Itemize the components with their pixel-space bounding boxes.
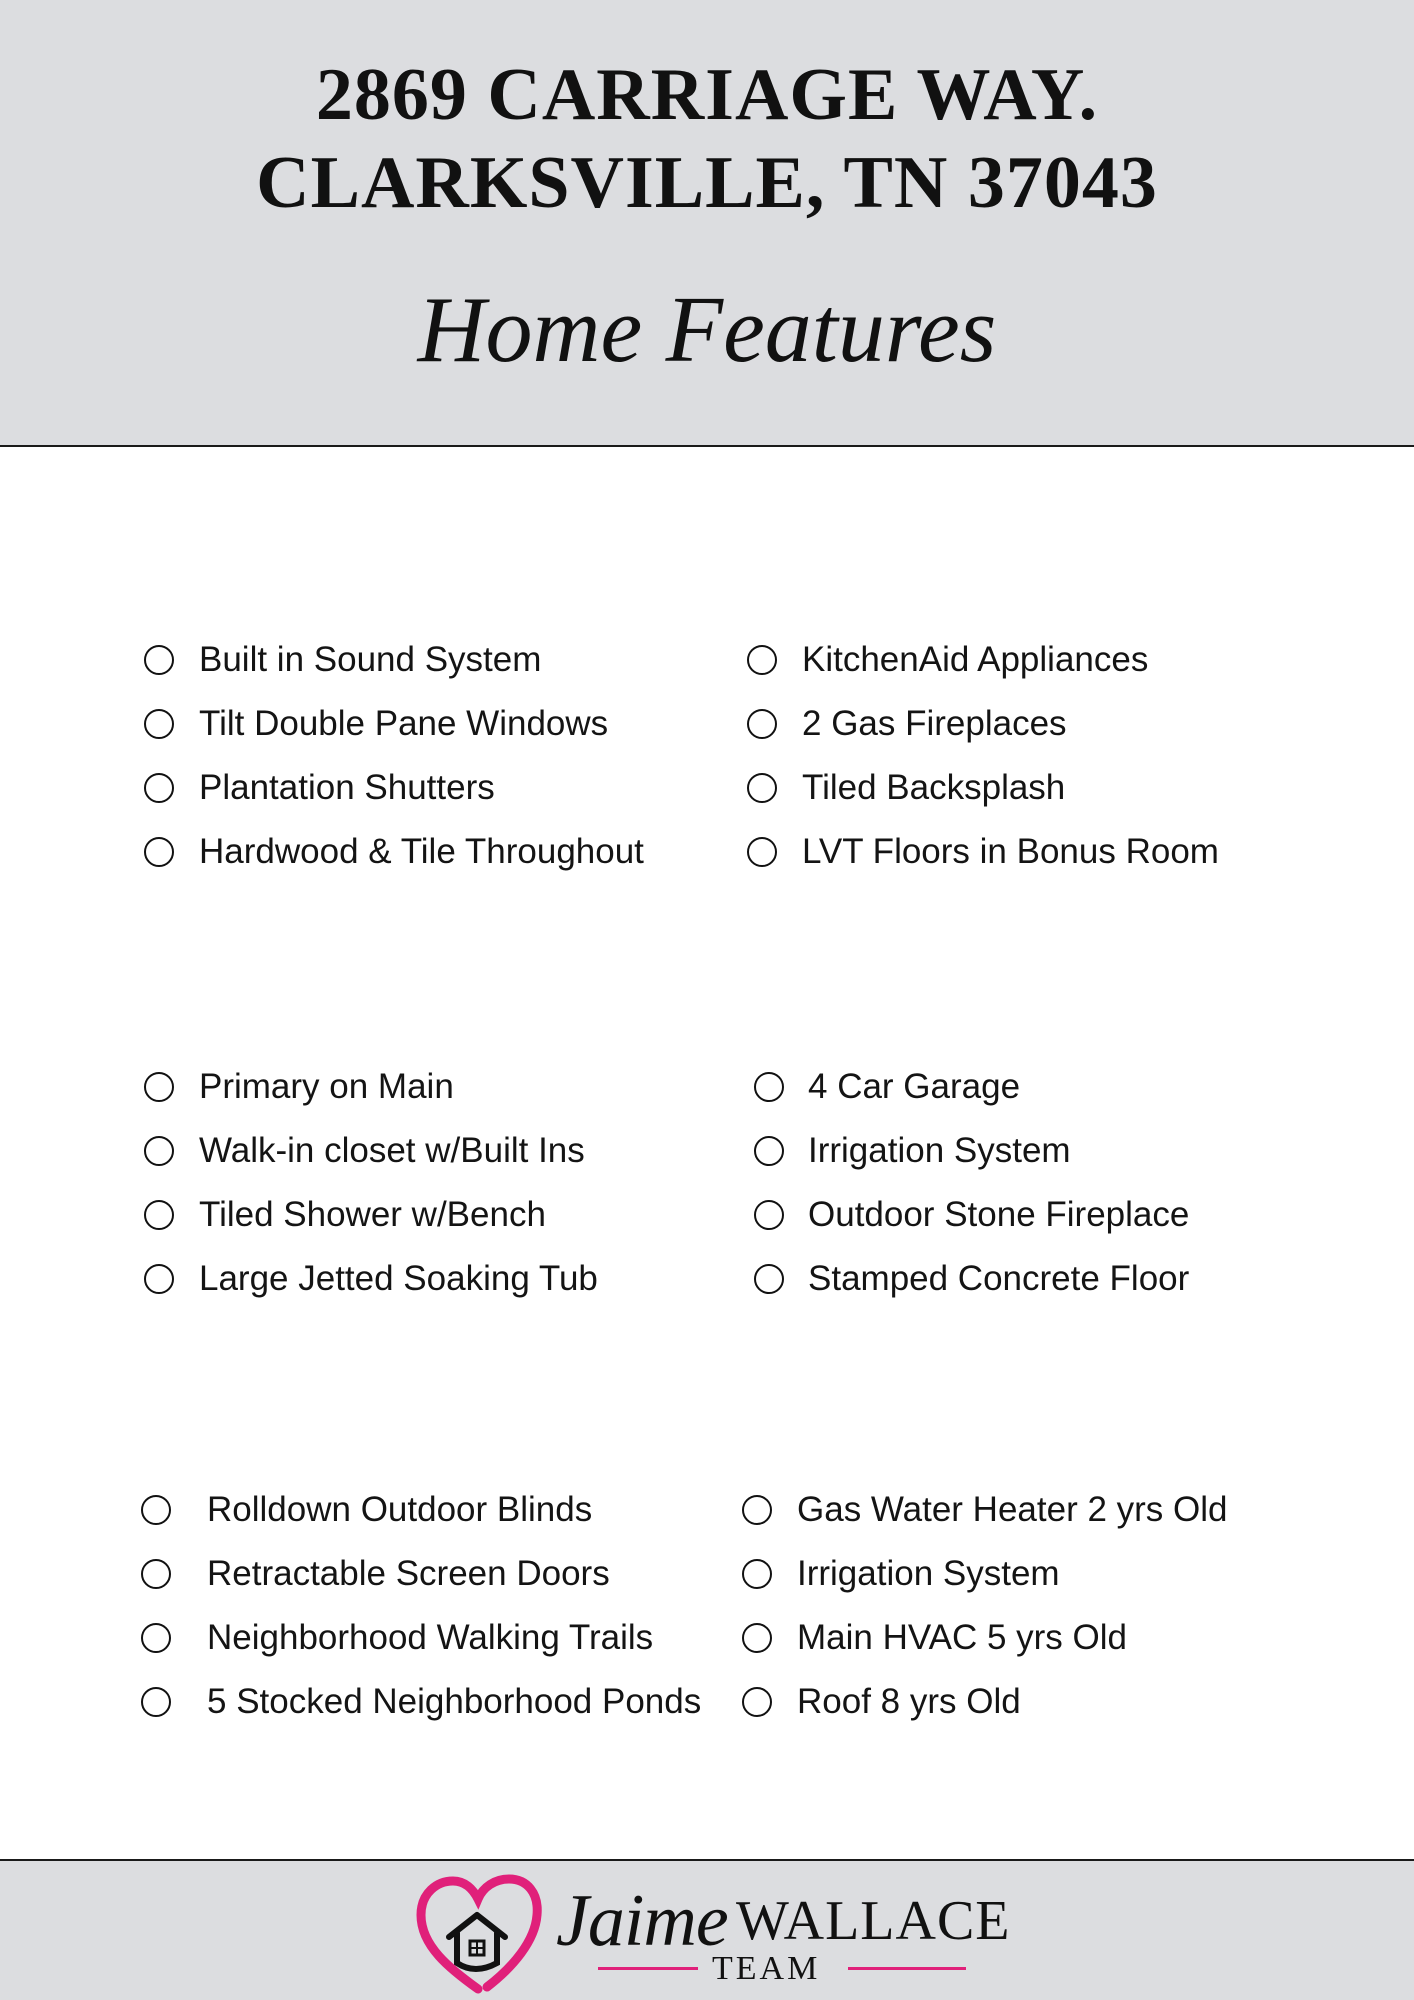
feature-item [747,704,1067,744]
feature-item [144,832,644,872]
feature-item [144,768,495,808]
feature-item [742,1682,1021,1722]
address-line-2: CLARKSVILLE, TN 37043 [256,142,1158,224]
feature-label: Plantation Shutters [199,768,495,807]
checkbox-circle-icon [742,1623,772,1653]
feature-item [141,1682,701,1722]
feature-item [754,1259,1189,1299]
feature-item [742,1490,1228,1530]
feature-label: 2 Gas Fireplaces [802,704,1067,743]
feature-label: KitchenAid Appliances [802,640,1149,679]
feature-label: Large Jetted Soaking Tub [199,1259,598,1298]
feature-item [144,1131,585,1171]
logo-rule-right [848,1967,966,1970]
header-banner [0,0,1414,447]
checkbox-circle-icon [144,773,174,803]
feature-label: Hardwood & Tile Throughout [199,832,644,871]
feature-item [144,1195,546,1235]
feature-label: Stamped Concrete Floor [808,1259,1190,1298]
logo-script-name: Jaime [556,1880,728,1962]
feature-label: Retractable Screen Doors [207,1554,610,1593]
feature-label: Irrigation System [797,1554,1060,1593]
feature-label: Rolldown Outdoor Blinds [207,1490,593,1529]
feature-label: Main HVAC 5 yrs Old [797,1618,1127,1657]
feature-item [144,704,608,744]
feature-item [144,1259,598,1299]
feature-item [141,1618,653,1658]
checkbox-circle-icon [141,1495,171,1525]
feature-label: Irrigation System [808,1131,1071,1170]
feature-item [754,1195,1189,1235]
feature-item [144,640,541,680]
feature-item [141,1554,610,1594]
feature-item [747,768,1065,808]
checkbox-circle-icon [144,645,174,675]
checkbox-circle-icon [742,1495,772,1525]
feature-label: Tilt Double Pane Windows [199,704,609,743]
checkbox-circle-icon [747,645,777,675]
checkbox-circle-icon [754,1264,784,1294]
feature-label: Tiled Shower w/Bench [199,1195,546,1234]
checkbox-circle-icon [754,1200,784,1230]
address-line-1: 2869 CARRIAGE WAY. [315,54,1099,136]
logo-team: TEAM [712,1950,821,1987]
feature-label: Built in Sound System [199,640,542,679]
checkbox-circle-icon [144,709,174,739]
checkbox-circle-icon [141,1623,171,1653]
checkbox-circle-icon [754,1136,784,1166]
checkbox-circle-icon [747,837,777,867]
page-title: Home Features [417,278,997,382]
footer-banner [0,1859,1414,2000]
heart-house-logo-icon [415,1871,545,1996]
feature-item [742,1554,1060,1594]
feature-item [754,1067,1020,1107]
checkbox-circle-icon [144,1136,174,1166]
feature-label: Gas Water Heater 2 yrs Old [797,1490,1228,1529]
checkbox-circle-icon [141,1687,171,1717]
feature-item [747,832,1219,872]
checkbox-circle-icon [144,837,174,867]
feature-item [141,1490,592,1530]
feature-label: Outdoor Stone Fireplace [808,1195,1190,1234]
feature-label: Roof 8 yrs Old [797,1682,1021,1721]
checkbox-circle-icon [747,773,777,803]
feature-label: Neighborhood Walking Trails [207,1618,654,1657]
feature-label: 4 Car Garage [808,1067,1021,1106]
feature-item [754,1131,1071,1171]
checkbox-circle-icon [141,1559,171,1589]
checkbox-circle-icon [144,1200,174,1230]
checkbox-circle-icon [742,1559,772,1589]
feature-item [747,640,1148,680]
feature-label: 5 Stocked Neighborhood Ponds [207,1682,702,1721]
checkbox-circle-icon [747,709,777,739]
checkbox-circle-icon [754,1072,784,1102]
feature-label: Tiled Backsplash [802,768,1066,807]
feature-item [144,1067,454,1107]
feature-label: Primary on Main [199,1067,454,1106]
checkbox-circle-icon [742,1687,772,1717]
feature-label: LVT Floors in Bonus Room [802,832,1219,871]
logo-rule-left [598,1967,698,1970]
checkbox-circle-icon [144,1072,174,1102]
feature-label: Walk-in closet w/Built Ins [199,1131,585,1170]
logo-surname: WALLACE [736,1890,1011,1952]
feature-item [742,1618,1127,1658]
checkbox-circle-icon [144,1264,174,1294]
